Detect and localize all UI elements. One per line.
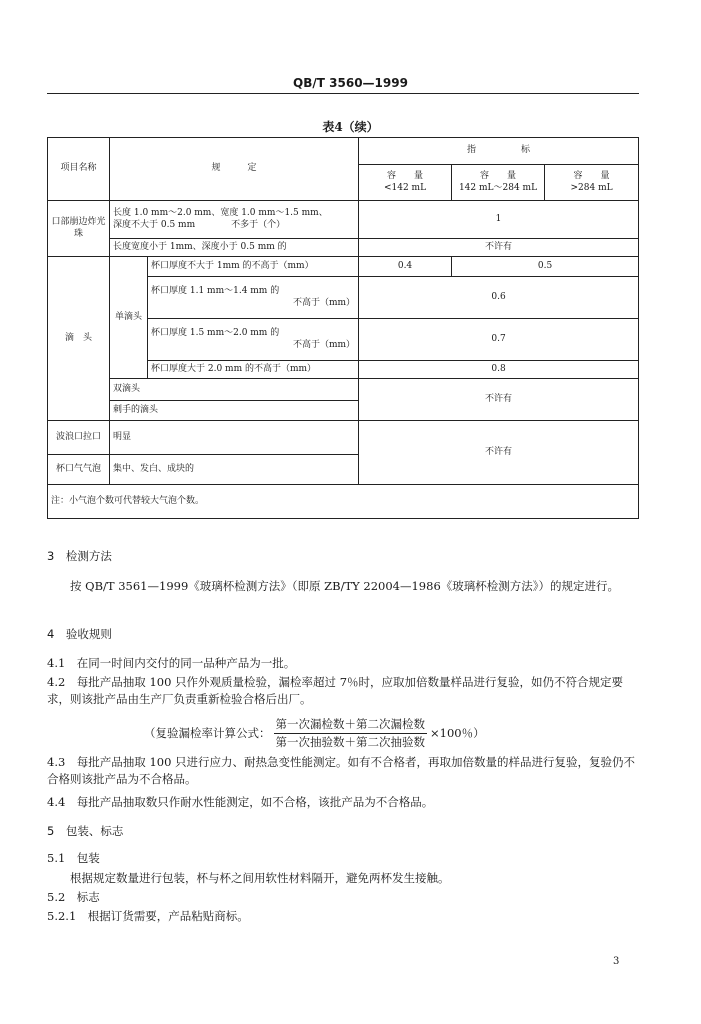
row-drip-rule-b: 杯口厚度 1.1 mm～1.4 mm 的 不高于（mm） bbox=[148, 277, 359, 319]
row-wavy-rule: 明显 bbox=[110, 421, 359, 455]
row-drip-rule-a: 杯口厚度不大于 1mm 的不高于（mm） bbox=[148, 257, 359, 277]
row-wavy-label: 波浪口拉口 bbox=[48, 421, 110, 455]
header-cap2: 容 量 142 mL～284 mL bbox=[452, 165, 545, 201]
section3-title: 3 检测方法 bbox=[47, 549, 112, 563]
section4-1: 4.1 在同一时间内交付的同一品种产品为一批。 bbox=[47, 656, 296, 670]
row-edge-chip-label: 口部崩边炸光珠 bbox=[48, 201, 110, 257]
section5-1-heading: 5.1 包装 bbox=[47, 851, 100, 865]
row-edge-chip-value-a: 1 bbox=[359, 201, 639, 239]
header-cap1: 容 量 <142 mL bbox=[359, 165, 452, 201]
section5-title: 5 包装、标志 bbox=[47, 824, 124, 838]
row-bubble-rule: 集中、发白、成块的 bbox=[110, 455, 359, 485]
row-drip-rule-c: 杯口厚度 1.5 mm～2.0 mm 的 不高于（mm） bbox=[148, 319, 359, 361]
row-drip-sharp: 刺手的滴头 bbox=[110, 401, 359, 421]
row-edge-chip-rule-a: 长度 1.0 mm～2.0 mm、宽度 1.0 mm～1.5 mm、 深度不大于 0.5 mm 不多于（个） bbox=[110, 201, 359, 239]
section4-3: 4.3 每批产品抽取 100 只进行应力、耐热急变性能测定。如有不合格者，再取加倍数量的样品进行复验，复验仍不合格则该批产品为不合格品。 bbox=[47, 755, 636, 787]
section4-title: 4 验收规则 bbox=[47, 627, 112, 641]
spec-table bbox=[47, 137, 639, 519]
formula-denominator: 第一次抽验数＋第二次抽验数 bbox=[275, 735, 425, 750]
formula-suffix: ×100％） bbox=[430, 725, 485, 740]
section5-2-heading: 5.2 标志 bbox=[47, 890, 100, 904]
section4-4: 4.4 每批产品抽取数只作耐水性能测定，如不合格，该批产品为不合格品。 bbox=[47, 795, 434, 809]
row-drip-value-ef: 不许有 bbox=[359, 379, 639, 421]
row-drip-value-d: 0.8 bbox=[359, 361, 639, 379]
row-edge-chip-value-b: 不许有 bbox=[359, 239, 639, 257]
row-drip-label: 滴 头 bbox=[48, 257, 110, 421]
header-cap3: 容 量 >284 mL bbox=[545, 165, 639, 201]
formula-fraction bbox=[274, 716, 428, 752]
header-item: 项目名称 bbox=[48, 138, 110, 201]
header-rule bbox=[47, 93, 639, 94]
row-drip-value-b: 0.6 bbox=[359, 277, 639, 319]
row-drip-value-c: 0.7 bbox=[359, 319, 639, 361]
row-wavy-bubble-value: 不许有 bbox=[359, 421, 639, 485]
row-drip-rule-d: 杯口厚度大于 2.0 mm 的不高于（mm） bbox=[148, 361, 359, 379]
formula-numerator: 第一次漏检数＋第二次漏检数 bbox=[274, 716, 428, 734]
header-rule-col: 规 定 bbox=[110, 138, 359, 201]
page-header-code: QB/T 3560—1999 bbox=[293, 76, 408, 90]
section4-2: 4.2 每批产品抽取 100 只作外观质量检验，漏检率超过 7％时，应取加倍数量样品进行复验，如仍不符合规定要求，则该批产品由生产厂负责重新检验合格后出厂。 bbox=[47, 675, 624, 707]
row-bubble-label: 杯口气气泡 bbox=[48, 455, 110, 485]
section5-1-para: 根据规定数量进行包装，杯与杯之间用软性材料隔开，避免两杯发生接触。 bbox=[70, 871, 450, 885]
page-number: 3 bbox=[613, 956, 620, 967]
formula-prefix: （复验漏检率计算公式： bbox=[144, 725, 271, 740]
row-drip-value-a1: 0.4 bbox=[359, 257, 452, 277]
table-caption: 表4（续） bbox=[322, 120, 379, 134]
section3-para: 按 QB/T 3561—1999《玻璃杯检测方法》（即原 ZB/TY 22004—1986《玻璃杯检测方法》）的规定进行。 bbox=[70, 579, 620, 593]
table-note: 注：小气泡个数可代替较大气泡个数。 bbox=[48, 485, 639, 519]
row-drip-value-a2: 0.5 bbox=[452, 257, 639, 277]
section5-2-1: 5.2.1 根据订货需要，产品粘贴商标。 bbox=[47, 909, 249, 923]
header-index: 指 标 bbox=[359, 138, 639, 165]
formula bbox=[144, 716, 639, 752]
row-edge-chip-rule-b: 长度宽度小于 1mm、深度小于 0.5 mm 的 bbox=[110, 239, 359, 257]
row-drip-single-label: 单滴头 bbox=[110, 257, 148, 379]
row-drip-double: 双滴头 bbox=[110, 379, 359, 401]
